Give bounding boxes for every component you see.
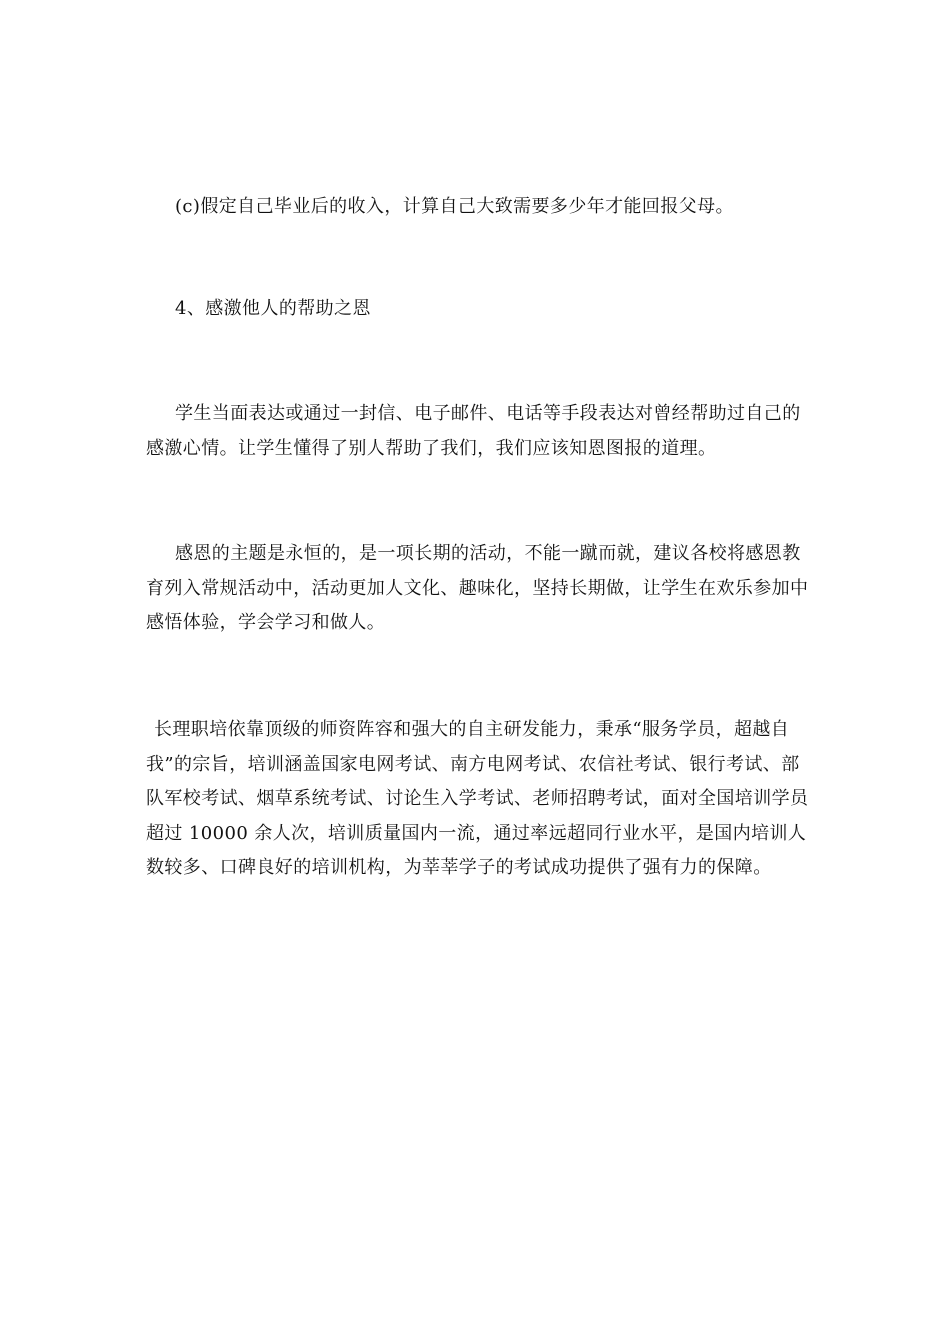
paragraph-theme-eternal: 感恩的主题是永恒的，是一项长期的活动，不能一蹴而就，建议各校将感恩教育列入常规活动中，活动更加人文化、趣味化，坚持长期做，让学生在欢乐参加中感悟体验，学会学习和做人。 xyxy=(146,543,809,633)
paragraph-institution-intro: 长理职培依靠顶级的师资阵容和强大的自主研发能力，秉承“服务学员，超越自我”的宗旨，培训涵盖国家电网考试、南方电网考试、农信社考试、银行考试、部队军校考试、烟草系统考试、讨论生入学考试、老师招聘考试，面对全国培训学员超过 10000 余人次，培训质量国内一流，通过率远超同行业水平，是国内培训人数较多、口碑良好的培训机构，为莘莘学子的考试成功提供了强有力的保障。 xyxy=(146,719,809,878)
paragraph-express-thanks: 学生当面表达或通过一封信、电子邮件、电话等手段表达对曾经帮助过自己的感激心情。让学生懂得了别人帮助了我们，我们应该知恩图报的道理。 xyxy=(146,403,801,459)
paragraph-calculate-repay: (c)假定自己毕业后的收入，计算自己大致需要多少年才能回报父母。 xyxy=(175,196,734,217)
section-heading-gratitude: 4、感激他人的帮助之恩 xyxy=(175,298,371,319)
